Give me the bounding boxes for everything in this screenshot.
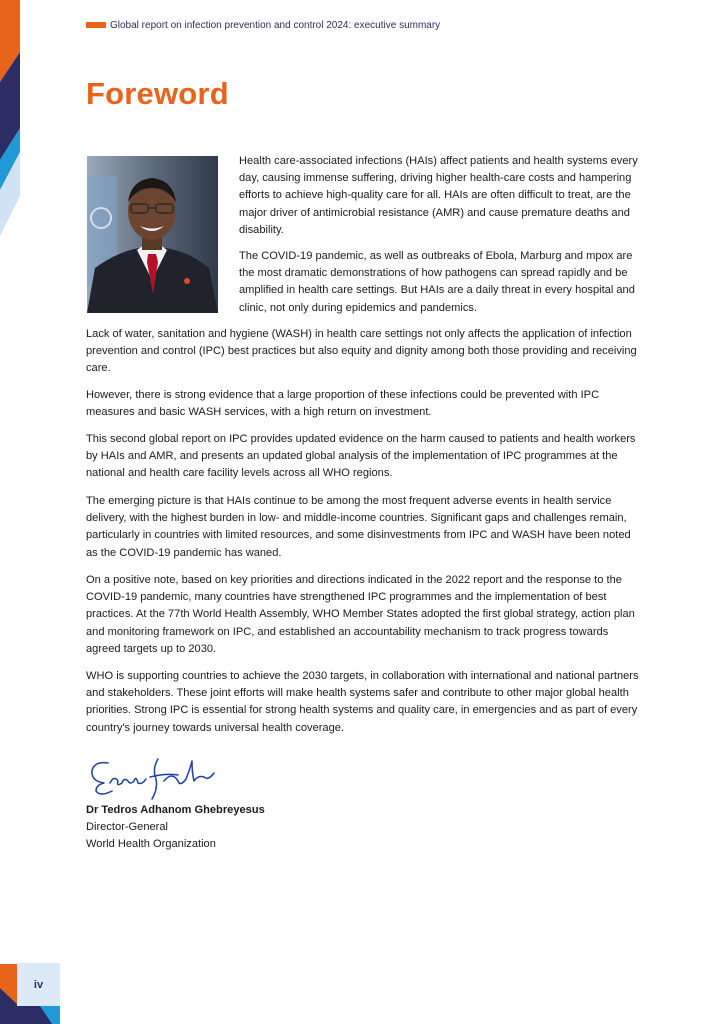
- page-number-box: [17, 963, 60, 1006]
- paragraph-1: Health care-associated infections (HAIs) affect patients and health systems every day, causing immense suffering, driving higher health-care costs and hampering efforts to achieve high-quality care for all. HAIs are often difficult to treat, are the major driver of antimicrobial resistance (AMR) and cause premature deaths and disability.: [239, 155, 638, 236]
- running-title: Global report on infection prevention and control 2024: executive summary: [110, 19, 441, 31]
- paragraph-8: WHO is supporting countries to achieve the 2030 targets, in collaboration with international and national partners and stakeholders. These joint efforts will make health systems safer and contribute to other major global health priorities. Strong IPC is essential for strong health systems and quality care, in emergencies and as part of every country's journey towards universal health coverage.: [86, 670, 639, 734]
- paragraph-6: The emerging picture is that HAIs continue to be among the most frequent adverse events in health service delivery, with the highest burden in low- and middle-income countries. Significant gaps and challenges remain, particularly in countries with limited resources, and some disinvestments from IPC and WASH have been noted as the COVID-19 pandemic has waned.: [86, 495, 631, 559]
- signatory-name: Dr Tedros Adhanom Ghebreyesus: [86, 804, 265, 816]
- signatory-position: Director-General: [86, 821, 168, 833]
- page-title: Foreword: [86, 76, 229, 111]
- paragraph-5: This second global report on IPC provides updated evidence on the harm caused to patients and health workers by HAIs and AMR, and presents an updated global analysis of the implementation of IPC programmes at the national and health care facility levels across all WHO regions.: [86, 433, 636, 480]
- header-accent-bar: [86, 22, 106, 28]
- signatory-organization: World Health Organization: [86, 838, 216, 850]
- paragraph-3: Lack of water, sanitation and hygiene (WASH) in health care settings not only affects the application of infection prevention and control (IPC) best practices but also equity and dignity among both those providing and receiving care.: [86, 328, 637, 375]
- running-header: [86, 18, 440, 32]
- person-portrait-icon: [87, 156, 218, 313]
- paragraph-7: On a positive note, based on key priorities and directions indicated in the 2022 report and the response to the COVID-19 pandemic, many countries have strengthened IPC programmes and the implementation of best practices. At the 77th World Health Assembly, WHO Member States adopted the first global strategy, action plan and monitoring framework on IPC, and established an accountability mechanism to track progress towards agreed targets up to 2030.: [86, 574, 635, 655]
- signature-image: [86, 755, 218, 801]
- paragraph-2: The COVID-19 pandemic, as well as outbreaks of Ebola, Marburg and mpox are the most dramatic demonstrations of how pathogens can spread rapidly and be amplified in health care settings. But HAIs are a daily threat in every hospital and clinic, not only during epidemics and pandemics.: [239, 250, 635, 314]
- director-portrait: [87, 156, 218, 313]
- edge-decoration: [0, 0, 20, 1024]
- page-number: iv: [33, 978, 44, 991]
- paragraph-4: However, there is strong evidence that a large proportion of these infections could be prevented with IPC measures and basic WASH services, with a high return on investment.: [86, 389, 600, 419]
